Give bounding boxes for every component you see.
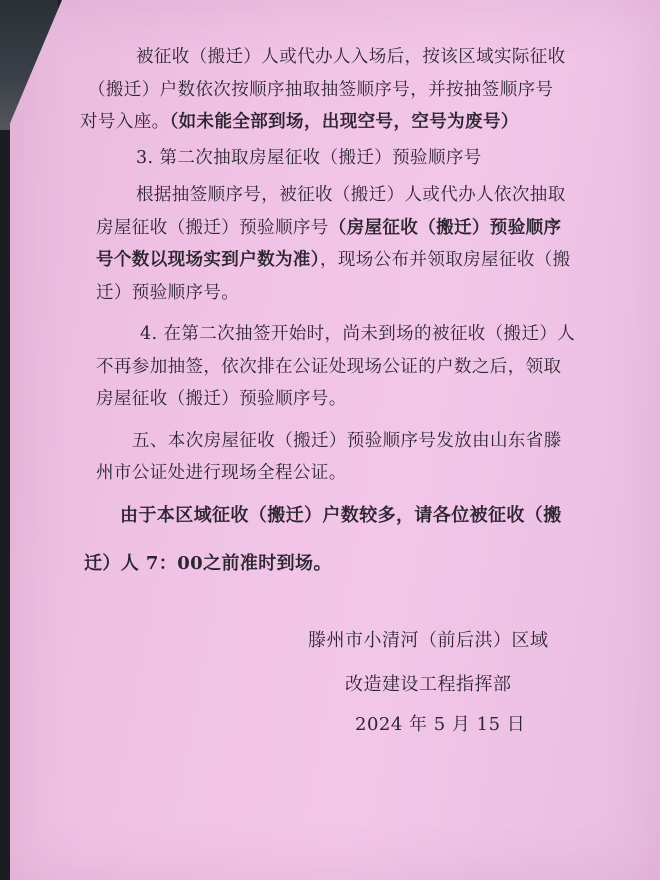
document-body [80, 44, 610, 584]
text-line: （搬迁）户数依次按顺序抽取抽签顺序号，并按抽签顺序号 [88, 79, 554, 100]
text-line: 3. 第二次抽取房屋征收（搬迁）预验顺序号 [136, 147, 482, 168]
paragraph-line [80, 321, 610, 349]
text-line: 4. 在第二次抽签开始时，尚未到场的被征收（搬迁）人 [140, 324, 576, 344]
notice-line [80, 496, 610, 536]
text-line: 由于本区域征收（搬迁）户数较多，请各位被征收（搬 [120, 504, 562, 526]
text-line: 不再参加抽签，依次排在公证处现场公证的户数之后，领取 [96, 356, 562, 377]
paragraph-line [80, 386, 610, 414]
paragraph-line [80, 109, 610, 137]
notice-line [80, 544, 610, 584]
paragraph-line [80, 182, 610, 210]
text-line: 房屋征收（搬迁）预验顺序号。 [96, 389, 347, 409]
paragraph-line [80, 460, 610, 488]
text-line: 五、本次房屋征收（搬迁）预验顺序号发放由山东省滕 [132, 430, 562, 451]
issuing-organization-line1: 滕州市小清河（前后洪）区域 [308, 630, 549, 651]
bold-note: （房屋征收（搬迁）预验顺序 [328, 217, 562, 238]
paragraph-line [80, 44, 610, 72]
issuing-organization-line2: 改造建设工程指挥部 [345, 674, 512, 695]
section-heading [80, 145, 610, 173]
bold-note: （如未能全部到场，出现空号，空号为废号） [169, 112, 519, 132]
text-line: ，现场公布并领取房屋征收（搬 [319, 250, 571, 270]
document-date: 2024 年 5 月 15 日 [355, 714, 526, 735]
paragraph-line [80, 247, 610, 275]
bold-note: 号个数以现场实到户数为准） [96, 250, 320, 270]
paragraph-line [80, 354, 610, 382]
text-line: 根据抽签顺序号，被征收（搬迁）人或代办人依次抽取 [136, 185, 566, 205]
paragraph-line [80, 77, 610, 105]
paragraph-line [80, 215, 610, 243]
text-line: 对号入座。 [80, 112, 170, 132]
paragraph-line [80, 428, 610, 456]
text-line: 州市公证处进行现场全程公证。 [96, 463, 347, 483]
text-line: 迁）人 7：00之前准时到场。 [84, 552, 332, 574]
text-line: 被征收（搬迁）人或代办人入场后，按该区域实际征收 [136, 47, 566, 67]
text-line: 迁）预验顺序号。 [96, 282, 240, 303]
paragraph-line [80, 280, 610, 308]
text-line: 房屋征收（搬迁）预验顺序号 [96, 217, 329, 238]
